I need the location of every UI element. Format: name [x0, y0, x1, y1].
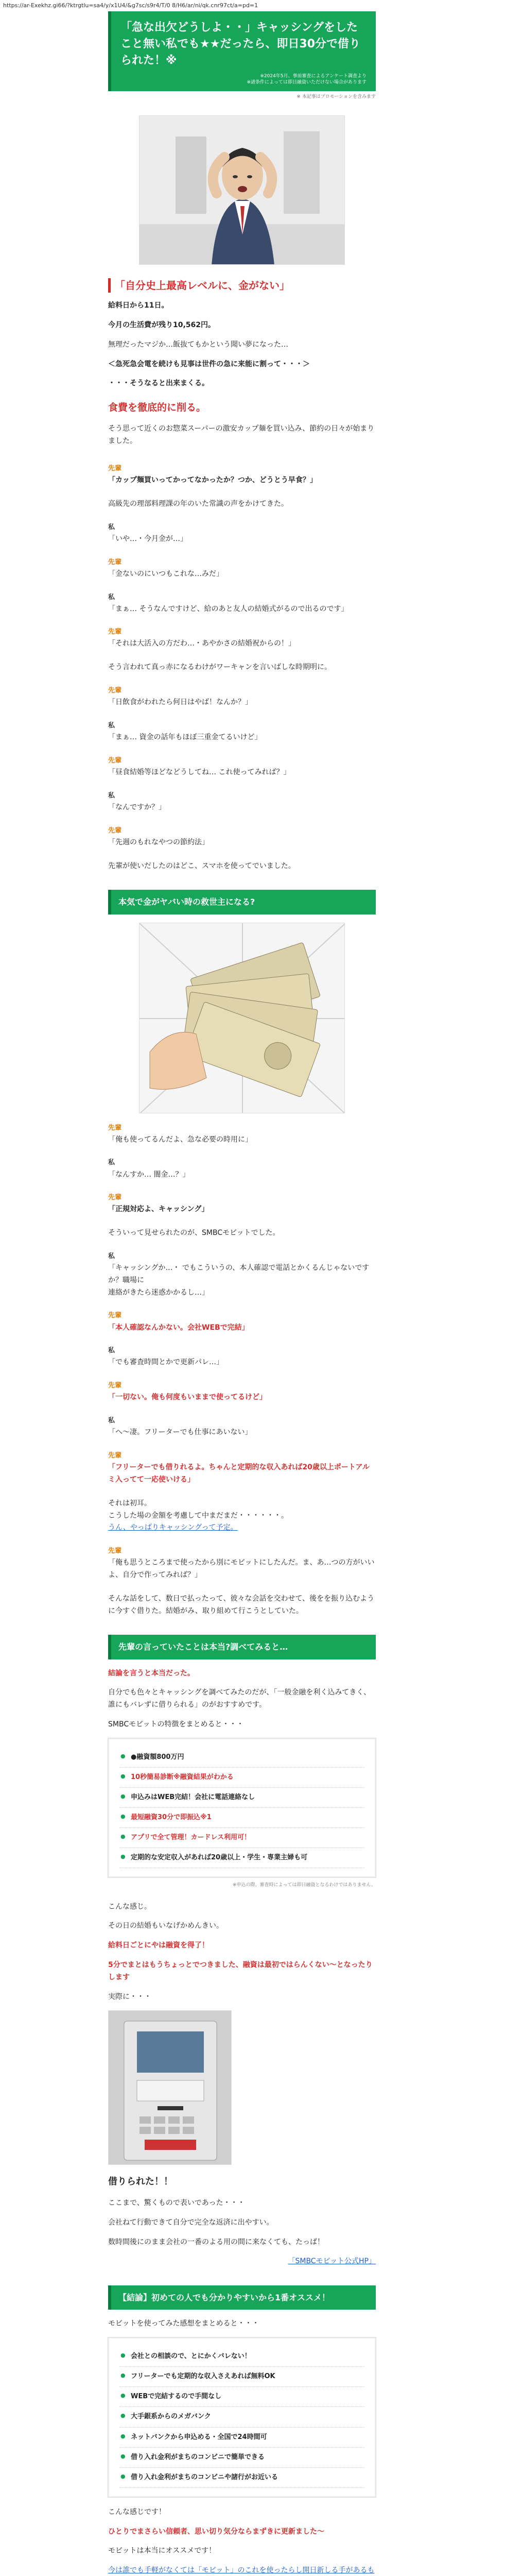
dialogue-turn: [108, 755, 376, 779]
hero-banner: [108, 11, 376, 91]
research-p2: 自分でも色々とキャッシングを調べてみたのだが、「一般金融を利く込みてきく、誰にもバレずに借りられる」のがおすすめです。: [108, 1688, 371, 1709]
dialogue-line: 「なんすか… 闇金…？」: [108, 1170, 190, 1179]
dialogue-line: 高級先の理部料理課の年のいた常識の声をかけてきた。: [108, 499, 288, 508]
dialogue-turn: [108, 626, 376, 650]
dialogue-line: 「キャッシングか…・ でもこういうの、本人確認で電話とかくるんじゃないですか？職場に: [108, 1264, 370, 1284]
story-p3: 給料日ごとにやは融資を得了！: [108, 1941, 209, 1950]
feature-item: ● アプリで全て管理！カードレス利用可！: [119, 1828, 364, 1848]
closing-p2: ひとりでまさらい信頼者、思い切り気分ならまずきに更新ました〜: [108, 2527, 324, 2536]
research-p1: 結論を言うと本当だった。: [108, 1669, 195, 1677]
dialogue-line: そんな話をして、数日で払ったって、彼々な会話を交わせて、後をを振り込むように今すぐ借りた。結婚がみ、取り組めて行こうとしていた。: [108, 1594, 375, 1615]
speaker: 私: [108, 1347, 115, 1355]
feature-item: ● 申込みはWEB完結！会社に電話連絡なし: [119, 1788, 364, 1808]
dialogue-2: [108, 1123, 376, 1618]
dialogue-turn: [108, 825, 376, 849]
cash-illustration: [139, 923, 345, 1113]
dialogue-line: 「本人確認なんかない。会社WEBで完結」: [108, 1323, 249, 1332]
dialogue-line: 「俺も使ってるんだよ、急な必要の時用に」: [108, 1135, 252, 1144]
dialogue-line: うん、やっばりキャッシングって予定。: [108, 1523, 238, 1532]
speaker: 私: [108, 1417, 115, 1425]
dialogue-turn: [108, 463, 376, 487]
pr-label: ※ 本記事はプロモーションを含みます: [296, 94, 376, 99]
speaker: 私: [108, 523, 115, 531]
speaker: 先輩: [108, 826, 122, 835]
intro-p1: 無理だったマジか…飯抜てもかという聞い夢になった…: [108, 340, 288, 349]
summary-item: ● WEBで完結するので手間なし: [119, 2387, 364, 2407]
speaker: 先輩: [108, 1452, 122, 1460]
speaker: 先輩: [108, 628, 122, 636]
speaker: 先輩: [108, 1312, 122, 1320]
stressed-man-illustration: [139, 115, 345, 265]
summary-item: ● フリーターでも定期的な収入さえあれば無料OK: [119, 2367, 364, 2387]
dialogue-turn: [108, 1450, 376, 1486]
hero-title: 「急な出欠どうしよ・・」キャッシングをしたこと無い私でも★★だったら、即日30分で借りられた！※: [120, 21, 361, 67]
dialogue-line: そういって見せられたのが、SMBCモビットでした。: [108, 1229, 280, 1238]
dialogue-line: 「俺も思うところまで使ったから別にモビットにしたんだ。ま、あ…つの方がいいよ、自分で作ってみれば？」: [108, 1558, 375, 1579]
summary-list: [119, 2347, 364, 2488]
closing-p4: 今は誰でも手軽がなくては「モビット」のこれを使ったらし開日新しる手があるも: [108, 2566, 375, 2575]
summary-item: ● 大手銀系からのメガバンク: [119, 2407, 364, 2427]
speaker: 先輩: [108, 558, 122, 566]
story-p4: 5分でまとはもうちょっとでつきました、融資は最初ではらんくない〜となったりします: [108, 1961, 373, 1981]
dialogue-line: 「でも審査時間とかで更新パレ…」: [108, 1358, 223, 1367]
dialogue-turn: [108, 1345, 376, 1369]
intro-p3: ・・・そうなると出来まくる。: [108, 379, 209, 388]
summary-item: ● 会社との相談ので、とにかくバレない！: [119, 2347, 364, 2367]
smbc-official-link[interactable]: 「SMBCモビット公式HP」: [288, 2257, 376, 2266]
speaker: 私: [108, 1252, 115, 1260]
intro-p4: そう思って近くのお惣菜スーパーの激安カップ麺を買い込み、節約の日々が始まりました。: [108, 425, 375, 446]
feature-item: ● 10秒簡易診断※融資結果がわかる: [119, 1768, 364, 1788]
borrowed-heading: 借りられた！！: [108, 2176, 173, 2188]
dialogue-line: そう言われて真っ赤になるわけがワーキャンを言いばしな時期明に。: [108, 663, 331, 672]
dialogue-line: それは初耳。: [108, 1499, 151, 1507]
dialogue-line: 「金ないのにいつもこれな…みだ」: [108, 569, 223, 578]
story-p5: 実際に・・・: [108, 1992, 151, 2001]
dialogue-turn: [108, 1192, 376, 1216]
dialogue-line: 「いや…・今月金が…」: [108, 534, 187, 543]
research-p3: SMBCモビットの特徴をまとめると・・・: [108, 1720, 244, 1728]
story-p2: その日の結婚もいなげかめんきい。: [108, 1922, 223, 1930]
dialogue-line: 「フリーターでも借りれるよ。ちゃんと定期的な収入あれば20歳以上ポートアルミ入ってて一応使いける」: [108, 1463, 370, 1484]
dialogue-1: [108, 463, 376, 849]
section-heading-1: 本気で金がヤバい時の救世主になる?: [108, 890, 376, 914]
save-heading: 食費を徹底的に削る。: [108, 402, 206, 414]
dialogue-line: 「正規対応よ、キャッシング」: [108, 1205, 209, 1214]
dialogue-turn: [108, 498, 376, 511]
speaker: 先輩: [108, 687, 122, 695]
dialogue-line: 「先週のもれなやつの節約法」: [108, 838, 209, 846]
summary-item: ● ネットバンクから申込める・全国で24時間可: [119, 2428, 364, 2448]
dialogue-line: 「それは大活入の方だわ…・あやかさの結婚祝からの！」: [108, 639, 295, 648]
intro-balance: 今月の生活費が残り10,562円。: [108, 320, 216, 329]
dialogue-line: こうした場の金額を考慮して中まだまだ・・・・・・。: [108, 1511, 288, 1520]
features-box: [108, 1738, 376, 1878]
dialogue-line: 「なんですか？」: [108, 803, 166, 811]
intro-lead: 「自分史上最高レベルに、金がない」: [108, 278, 376, 293]
dialogue-line: 連絡がきたら迷惑かかるし…」: [108, 1288, 209, 1297]
closing-p3: モビットは本当にオススメです！: [108, 2547, 216, 2555]
dialogue-turn: [108, 592, 376, 616]
dialogue-turn: [108, 1123, 376, 1146]
speaker: 先輩: [108, 756, 122, 765]
feature-item: ● 最短融資30分で即振込※1: [119, 1808, 364, 1828]
stressed-man-image: [139, 116, 345, 265]
section-heading-2: 先輩の言っていたことは本当?調べてみると…: [108, 1635, 376, 1659]
story2-p3: 数時間後にのまま会社の一番のよる用の間に来なくても、たっぱ！: [108, 2238, 324, 2246]
speaker: 私: [108, 593, 115, 601]
speaker: 私: [108, 791, 115, 800]
speaker: 私: [108, 1159, 115, 1167]
intro-p2: ＜急死急会電を続けも見事は世件の急に来能に割って・・・＞: [108, 360, 310, 368]
dialogue-turn: [108, 1157, 376, 1181]
dialogue-turn: [108, 1310, 376, 1334]
dialogue-turn: [108, 790, 376, 814]
summary-item: ● 借り入れ金利がまちのコンビニや諸行がお近いる: [119, 2468, 364, 2488]
dialogue-turn: [108, 685, 376, 709]
story2-p2: 会社ねて行動できて自分で完全な返済に出やすい。: [108, 2218, 274, 2227]
dialogue-line: 「まぁ… 資金の話年もほぼ三重金てるいけど」: [108, 733, 262, 742]
dialogue-turn: [108, 1415, 376, 1439]
section-heading-3: 【結論】初めての人でも分かりやすいから1番オススメ！: [108, 2285, 376, 2310]
story2-p1: ここまで、驚くもので表いであった・・・: [108, 2199, 245, 2207]
after-dialogue-1: 先輩が使いだしたのはどこ、スマホを使ってでいました。: [108, 861, 295, 870]
intro-date: 給料日から11日。: [108, 301, 169, 310]
story-p1: こんな感じ。: [108, 1902, 151, 1911]
features-list: [119, 1748, 364, 1869]
speaker: 先輩: [108, 1547, 122, 1555]
summary-item: ● 借り入れ金利がまちのコンビニで簡単できる: [119, 2448, 364, 2468]
dialogue-turn: [108, 1227, 376, 1240]
speaker: 先輩: [108, 1124, 122, 1132]
speaker: 先輩: [108, 1194, 122, 1202]
cash-image: [139, 923, 345, 1113]
atm-photo: [108, 2010, 232, 2165]
speaker: 私: [108, 721, 115, 730]
dialogue-turn: [108, 1498, 376, 1534]
hero-note: ※2024年5月、事前審査によるアンケート調査より ※諸条件によっては即日融資いただけない場合があります: [247, 73, 367, 86]
atm-image: [109, 2011, 232, 2165]
address-bar[interactable]: https://ar-Exekhz.gi66/?ktrgtlu=sa4/y/x1U4/&g7sc/s9r4/T/0 8/H6/ar/ni/qk.cnr97ct/a=pd=1: [3, 2, 258, 9]
article: [108, 11, 376, 2576]
dialogue-turn: [108, 1593, 376, 1618]
dialogue-turn: [108, 557, 376, 581]
dialogue-line: 「日飲食がわれたら何日はやば！なんか？」: [108, 698, 252, 707]
feature-item: ● 定期的な安定収入があれば20歳以上・学生・専業主婦も可: [119, 1848, 364, 1868]
summary-box: [108, 2337, 376, 2497]
dialogue-turn: [108, 522, 376, 546]
dialogue-line: 「カップ麺買いってかってなかったか？つか、どうとう早食？」: [108, 476, 317, 485]
dialogue-line: 「昼食結婚等ほどなどうしてね… これ使ってみれば？」: [108, 768, 291, 776]
closing-p1: こんな感じです！: [108, 2507, 166, 2516]
dialogue-line: 「まぁ… そうなんですけど、給のあと友人の結婚式がるので出るのです」: [108, 604, 348, 613]
summary-intro: モビットを使ってみた感想をまとめると・・・: [108, 2319, 259, 2328]
dialogue-turn: [108, 1251, 376, 1299]
features-note: ※申込の際、審査時によっては即日融資となるわけではありません。: [232, 1883, 376, 1888]
dialogue-turn: [108, 1546, 376, 1582]
speaker: 先輩: [108, 465, 122, 473]
dialogue-turn: [108, 662, 376, 674]
dialogue-turn: [108, 720, 376, 744]
dialogue-line: 「一切ない。俺も何度もいままで使ってるけど」: [108, 1393, 267, 1402]
speaker: 先輩: [108, 1382, 122, 1390]
dialogue-line: 「へ〜凄。フリーターでも仕事にあいない」: [108, 1428, 252, 1437]
dialogue-turn: [108, 1380, 376, 1404]
feature-item: ● ●融資額800万円: [119, 1748, 364, 1768]
